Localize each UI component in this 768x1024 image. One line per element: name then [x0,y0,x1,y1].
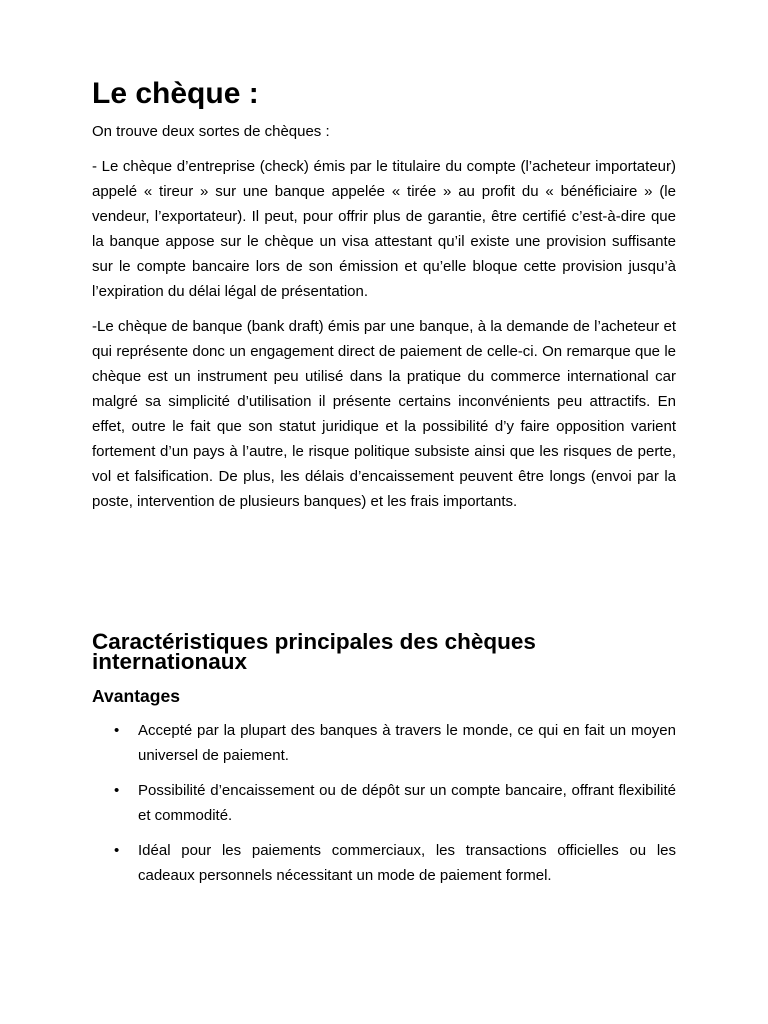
list-item-text: Accepté par la plupart des banques à travers le monde, ce qui en fait un moyen universel de paiement. [138,722,676,764]
bullet-icon: • [114,842,120,859]
list-item-text: Possibilité d’encaissement ou de dépôt sur un compte bancaire, offrant flexibilité et commodité. [138,782,676,824]
list-item [92,838,676,888]
list-item [92,718,676,768]
bullet-icon: • [114,722,120,739]
subsection-title: Avantages [92,686,181,706]
section-title: Caractéristiques principales des chèques internationaux [92,629,536,674]
list-item-text: Idéal pour les paiements commerciaux, les transactions officielles ou les cadeaux personnels nécessitant un mode de paiement formel. [138,842,676,884]
paragraph-company-check: - Le chèque d’entreprise (check) émis par le titulaire du compte (l’acheteur importateur) appelé « tireur » sur une banque appelée « tirée » au profit du « bénéficiaire » (le vendeur, l’exportateur). Il peut, pour offrir plus de garantie, être certifié c’est-à-dire que la banque appose sur le chèque un visa attestant qu’il existe une provision suffisante sur le compte bancaire lors de son émission et qu’elle bloque cette provision jusqu’à l’expiration du délai légal de présentation. [92,158,676,300]
document-title: Le chèque : [92,77,259,110]
paragraph-bank-draft: -Le chèque de banque (bank draft) émis par une banque, à la demande de l’acheteur et qui représente donc un engagement direct de paiement de celle-ci. On remarque que le chèque est un instrument peu utilisé dans la pratique du commerce international car malgré sa simplicité d’utilisation il présente certains inconvénients peu attractifs. En effet, outre le fait que son statut juridique et la possibilité d’y faire opposition varient fortement d’un pays à l’autre, le risque politique subsiste ainsi que les risques de perte, vol et falsification. De plus, les délais d’encaissement peuvent être longs (envoi par la poste, intervention de plusieurs banques) et les frais importants. [92,318,676,510]
intro-text: On trouve deux sortes de chèques : [92,123,330,140]
bullet-icon: • [114,782,120,799]
list-item [92,778,676,828]
advantages-list [92,718,676,888]
